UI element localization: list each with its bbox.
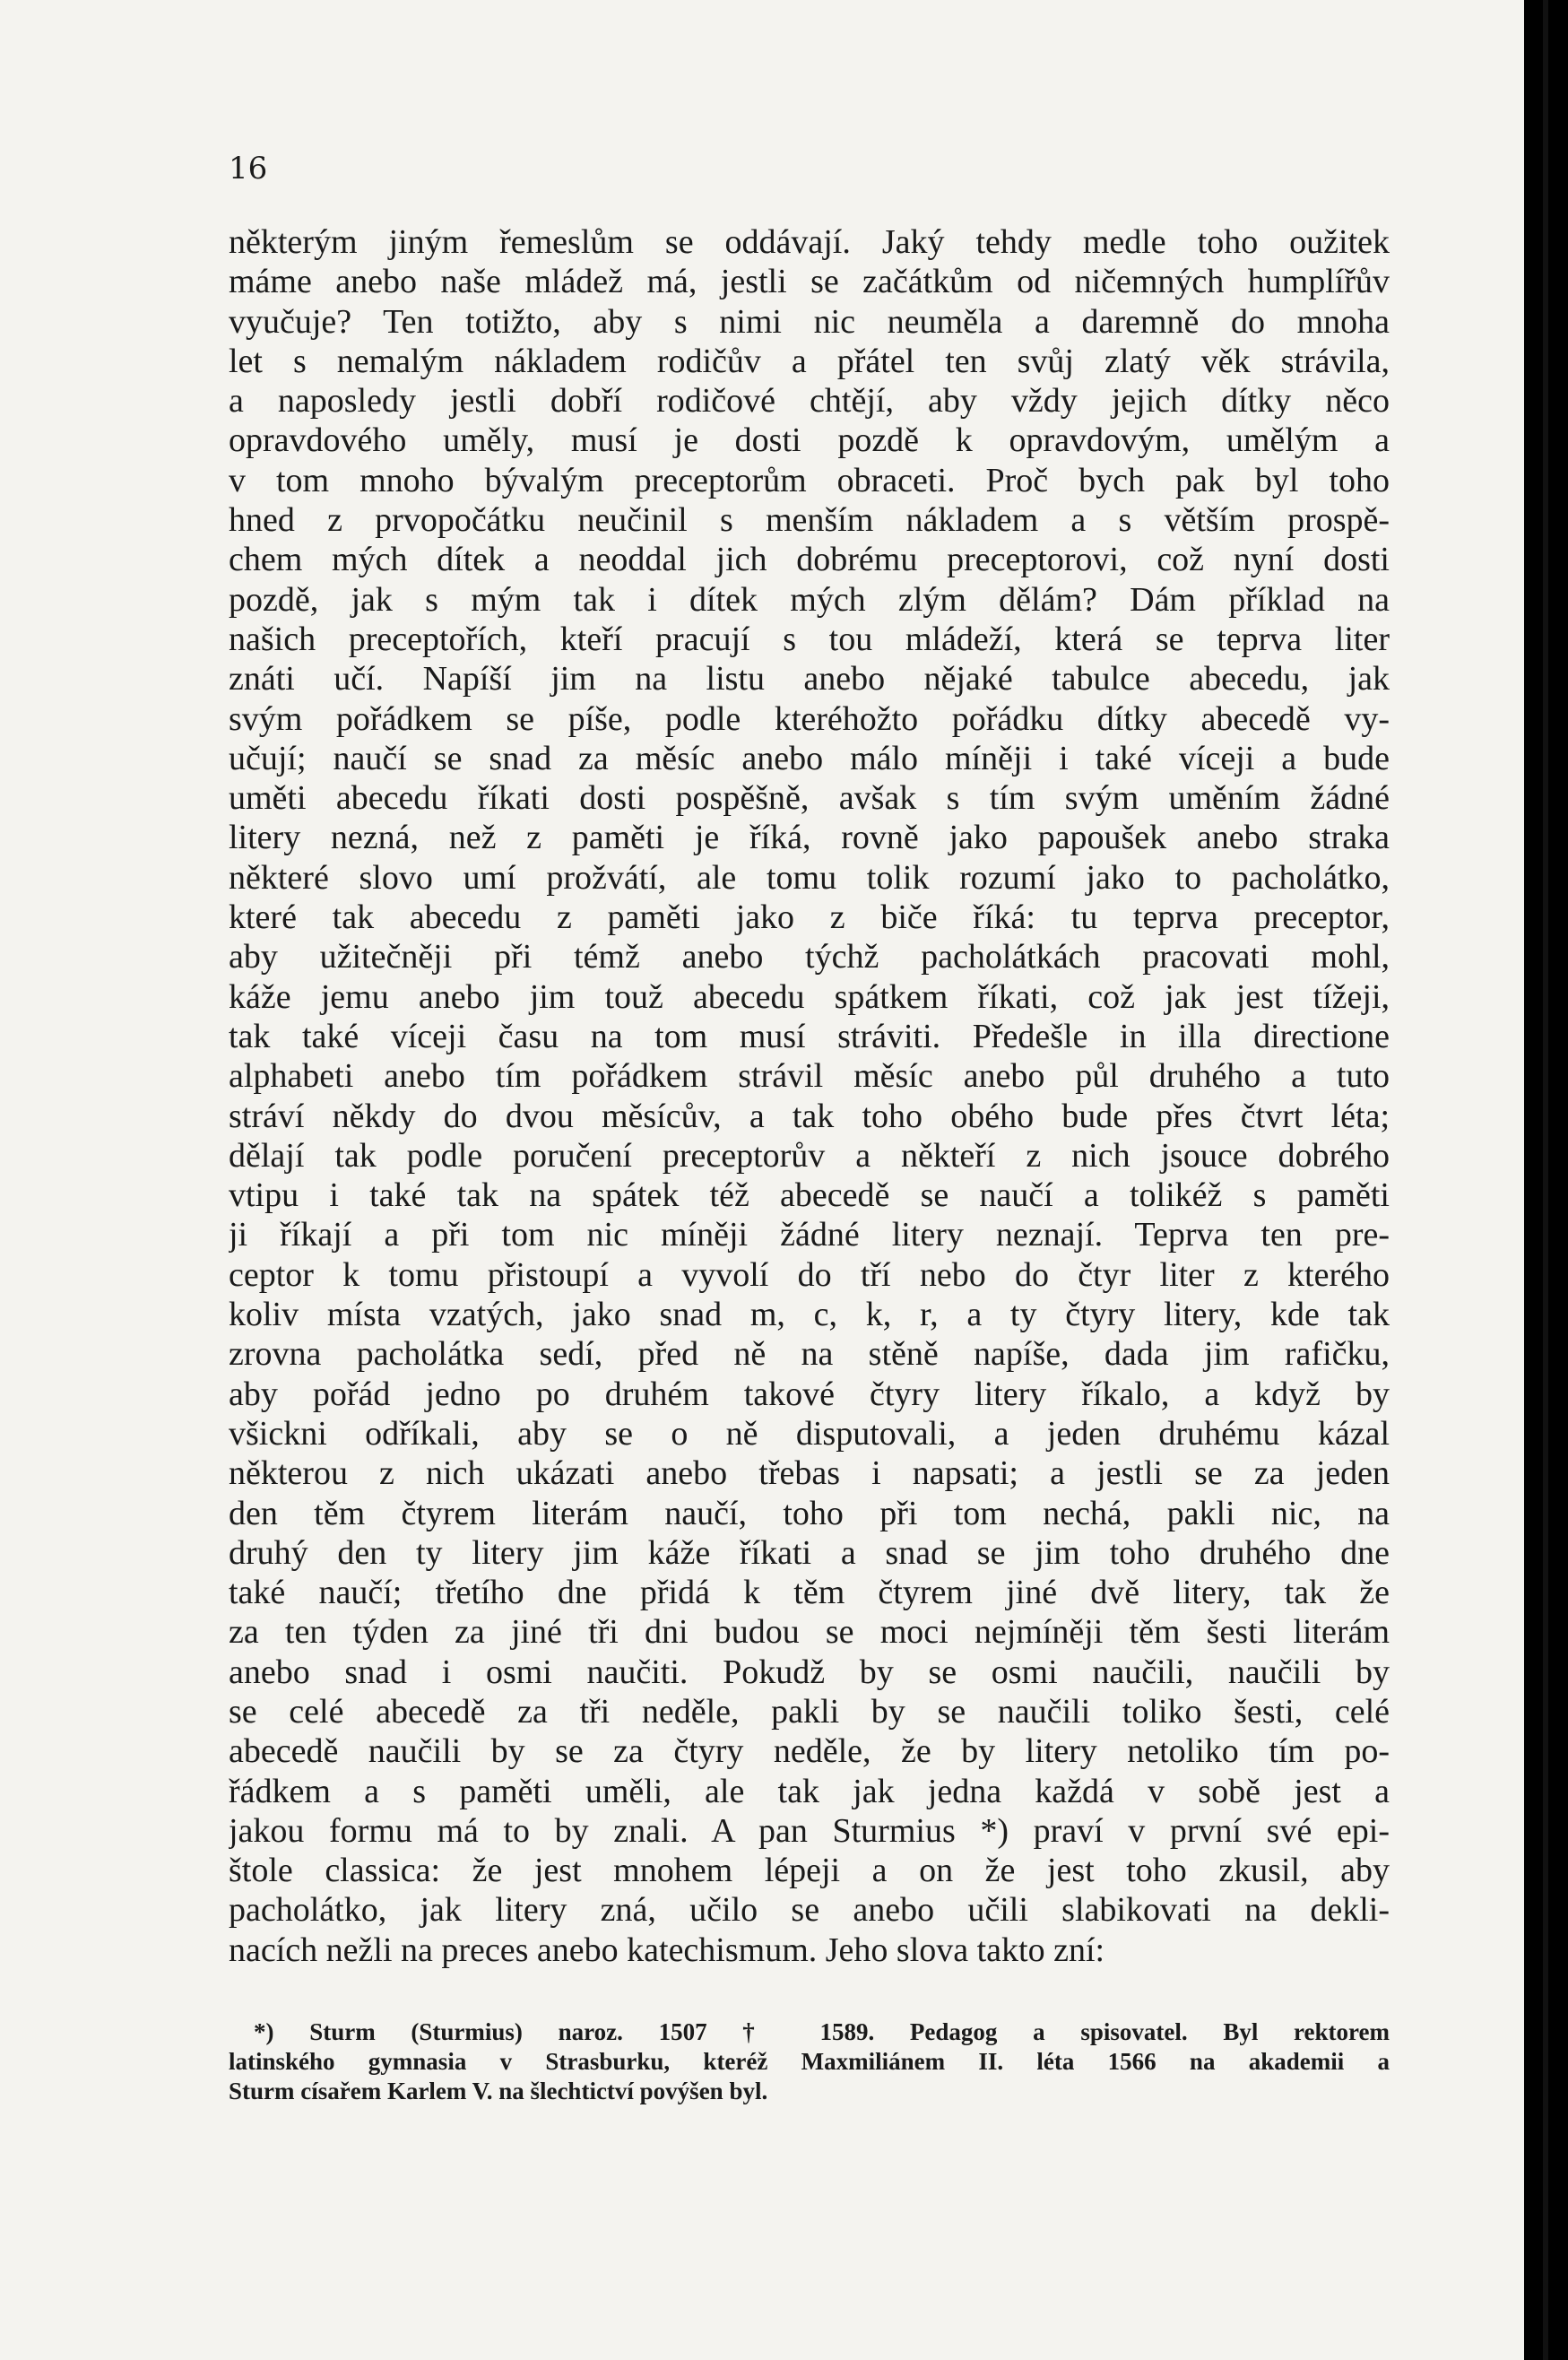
text-line: chem mých dítek a neoddal jich dobrému preceptorovi, což nyní dosti bbox=[229, 541, 1390, 579]
text-line: znáti učí. Napíší jim na listu anebo nějaké tabulce abecedu, jak bbox=[229, 660, 1390, 698]
body-text bbox=[229, 222, 1390, 1970]
text-line: učují; naučí se snad za měsíc anebo málo míněji i také víceji a bude bbox=[229, 739, 1390, 777]
text-line: všickni odříkali, aby se o ně disputovali, a jeden druhému kázal bbox=[229, 1414, 1390, 1453]
text-line: koliv místa vzatých, jako snad m, c, k, r, a ty čtyry litery, kde tak bbox=[229, 1296, 1390, 1334]
text-line: stráví někdy do dvou měsícův, a tak toho obého bude přes čtvrt léta; bbox=[229, 1097, 1390, 1135]
text-line: ji říkají a při tom nic míněji žádné litery neznají. Teprva ten pre- bbox=[229, 1216, 1390, 1254]
text-line: řádkem a s paměti uměli, ale tak jak jedna každá v sobě jest a bbox=[229, 1772, 1390, 1810]
text-line: druhý den ty litery jim káže říkati a snad se jim toho druhého dne bbox=[229, 1533, 1390, 1572]
text-line: den těm čtyrem literám naučí, toho při tom nechá, pakli nic, na bbox=[229, 1494, 1390, 1532]
text-line: anebo snad i osmi naučiti. Pokudž by se osmi naučili, naučili by bbox=[229, 1653, 1390, 1691]
footnote bbox=[229, 2017, 1390, 2106]
text-line: v tom mnoho bývalým preceptorům obraceti. Proč bych pak byl toho bbox=[229, 461, 1390, 499]
text-line: za ten týden za jiné tři dni budou se moci nejmíněji těm šesti literám bbox=[229, 1613, 1390, 1652]
page-number: 16 bbox=[229, 151, 268, 187]
text-line: litery nezná, než z paměti je říká, rovně jako papoušek anebo straka bbox=[229, 819, 1390, 857]
page-edge-shadow bbox=[1543, 0, 1548, 2360]
footnote-line: Sturm císařem Karlem V. na šlechtictví povýšen byl. bbox=[229, 2078, 768, 2104]
text-line: které tak abecedu z paměti jako z biče říká: tu teprva preceptor, bbox=[229, 898, 1390, 937]
text-line: pozdě, jak s mým tak i dítek mých zlým dělám? Dám příklad na bbox=[229, 580, 1390, 619]
text-line: máme anebo naše mládež má, jestli se začátkům od ničemných humplířův bbox=[229, 263, 1390, 301]
text-line: štole classica: že jest mnohem lépeji a on že jest toho zkusil, aby bbox=[229, 1852, 1390, 1890]
text-line: se celé abecedě za tři neděle, pakli by se naučili toliko šesti, celé bbox=[229, 1692, 1390, 1731]
text-line: opravdového uměly, musí je dosti pozdě k opravdovým, umělým a bbox=[229, 421, 1390, 460]
text-line: svým pořádkem se píše, podle kteréhožto pořádku dítky abecedě vy- bbox=[229, 699, 1390, 738]
text-line: káže jemu anebo jim touž abecedu spátkem říkati, což jak jest tížeji, bbox=[229, 977, 1390, 1016]
text-line: některým jiným řemeslům se oddávají. Jaký tehdy medle toho oužitek bbox=[229, 223, 1390, 261]
text-line: nacích nežli na preces anebo katechismum. Jeho slova takto zní: bbox=[229, 1931, 1105, 1969]
footnote-line: *) Sturm (Sturmius) naroz. 1507 † 1589. Pedagog a spisovatel. Byl rektorem bbox=[254, 2018, 1390, 2045]
text-line: hned z prvopočátku neučinil s menším nákladem a s větším prospě- bbox=[229, 501, 1390, 540]
text-line: a naposledy jestli dobří rodičové chtějí, aby vždy jejich dítky něco bbox=[229, 382, 1390, 421]
text-line: některou z nich ukázati anebo třebas i napsati; a jestli se za jeden bbox=[229, 1454, 1390, 1493]
text-line: zrovna pacholátka sedí, před ně na stěně napíše, dada jim rafičku, bbox=[229, 1335, 1390, 1374]
text-line: abecedě naučili by se za čtyry neděle, že by litery netoliko tím po- bbox=[229, 1732, 1390, 1771]
text-line: let s nemalým nákladem rodičův a přátel ten svůj zlatý věk strávila, bbox=[229, 342, 1390, 380]
text-line: některé slovo umí prožvátí, ale tomu tolik rozumí jako to pacholátko, bbox=[229, 858, 1390, 897]
text-line: dělají tak podle poručení preceptorův a někteří z nich jsouce dobrého bbox=[229, 1136, 1390, 1175]
text-line: aby pořád jedno po druhém takové čtyry litery říkalo, a když by bbox=[229, 1375, 1390, 1413]
text-line: tak také víceji času na tom musí stráviti. Předešle in illa directione bbox=[229, 1017, 1390, 1055]
text-line: ceptor k tomu přistoupí a vyvolí do tří nebo do čtyr liter z kterého bbox=[229, 1255, 1390, 1294]
text-line: vyučuje? Ten totižto, aby s nimi nic neuměla a daremně do mnoha bbox=[229, 302, 1390, 341]
text-line: uměti abecedu říkati dosti pospěšně, avšak s tím svým uměním žádné bbox=[229, 779, 1390, 818]
footnote-line: latinského gymnasia v Strasburku, kteréž Maxmiliánem II. léta 1566 na akademii a bbox=[229, 2048, 1390, 2075]
text-line: pacholátko, jak litery zná, učilo se anebo učili slabikovati na dekli- bbox=[229, 1891, 1390, 1930]
text-line: aby užitečněji při témž anebo týchž pacholátkách pracovati mohl, bbox=[229, 938, 1390, 976]
text-line: také naučí; třetího dne přidá k těm čtyrem jiné dvě litery, tak že bbox=[229, 1574, 1390, 1612]
text-line: vtipu i také tak na spátek též abecedě se naučí a tolikéž s paměti bbox=[229, 1176, 1390, 1215]
text-line: jakou formu má to by znali. A pan Sturmius *) praví v první své epi- bbox=[229, 1811, 1390, 1850]
text-line: našich preceptořích, kteří pracují s tou mládeží, která se teprva liter bbox=[229, 620, 1390, 658]
text-line: alphabeti anebo tím pořádkem strávil měsíc anebo půl druhého a tuto bbox=[229, 1057, 1390, 1096]
